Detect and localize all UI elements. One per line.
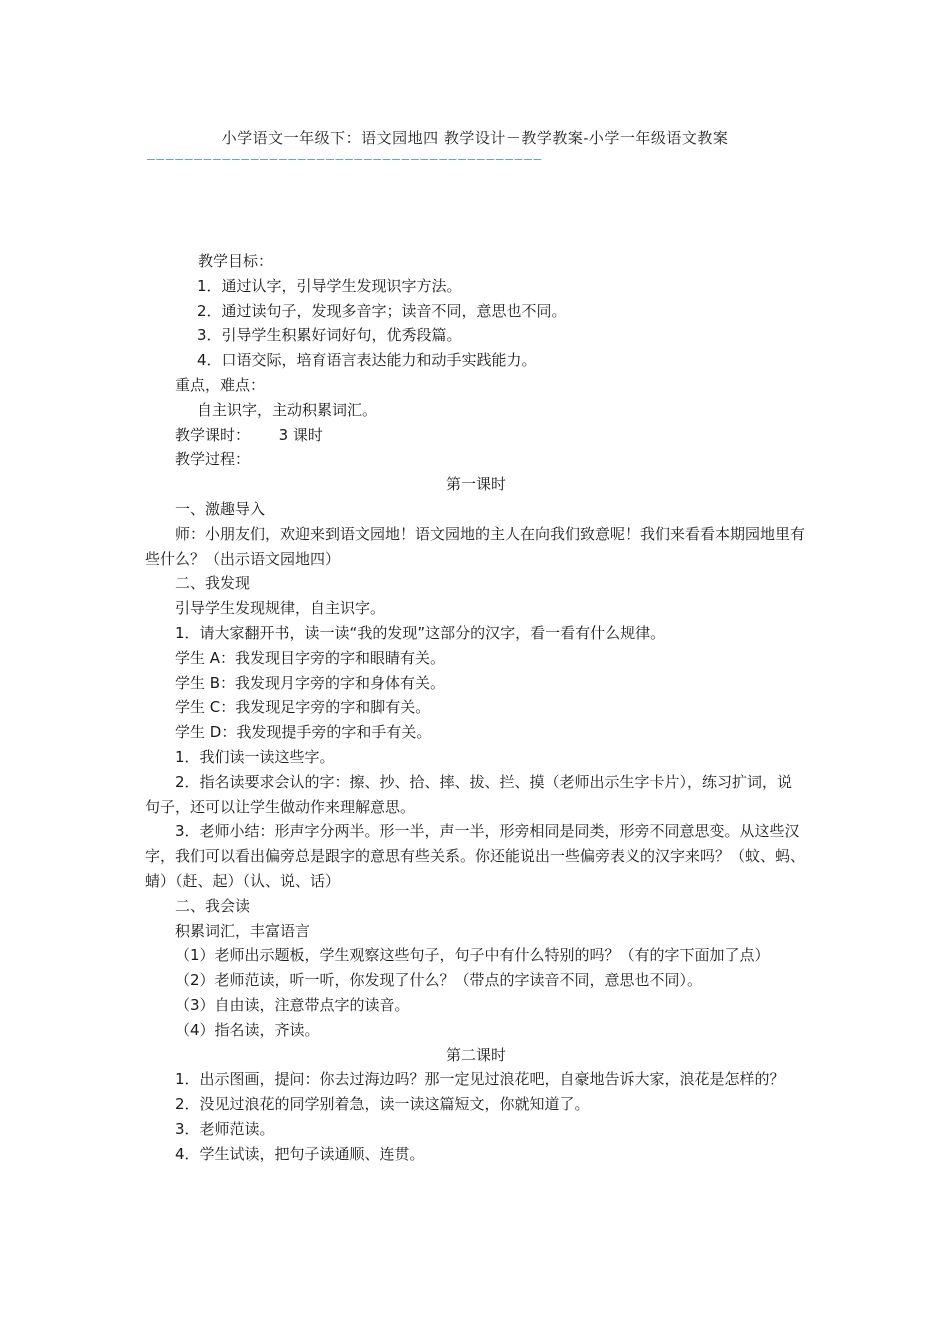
section-heading: 一、激趣导入 (175, 499, 266, 518)
paragraph: 积累词汇，丰富语言 (175, 921, 311, 940)
student-answer: 学生 C：我发现足字旁的字和脚有关。 (175, 698, 431, 717)
paragraph: 引导学生发现规律，自主识字。 (175, 599, 386, 618)
reading-item: （2）老师范读，听一听，你发现了什么？（带点的字读音不同，意思也不同）。 (175, 971, 703, 990)
student-answer: 学生 A：我发现目字旁的字和眼睛有关。 (175, 648, 446, 667)
reading-item: （4）指名读，齐读。 (175, 1020, 320, 1039)
objective-item: 2．通过读句子，发现多音字；读音不同，意思也不同。 (197, 301, 567, 320)
lesson2-title: 第二课时 (445, 1045, 506, 1064)
hours-label: 教学课时： (175, 425, 251, 444)
lesson1-title: 第一课时 (445, 475, 506, 494)
step-item: 1．出示图画，提问：你去过海边吗？那一定见过浪花吧，自豪地告诉大家，浪花是怎样的？ (175, 1070, 785, 1089)
process-heading: 教学过程： (175, 450, 251, 469)
teaching-hours (145, 423, 807, 448)
lesson-plan-body (145, 249, 807, 1166)
step-item: 4．学生试读，把句子读通顺、连贯。 (175, 1144, 425, 1163)
step-item: 2．指名读要求会认的字：擦、抄、拾、摔、拔、拦、摸（老师出示生字卡片），练习扩词，说句子，还可以让学生做动作来理解意思。 (145, 772, 793, 816)
step-item: 1．我们读一读这些字。 (175, 747, 335, 766)
reading-item: （3）自由读，注意带点字的读音。 (175, 995, 410, 1014)
step-item: 3．老师范读。 (175, 1119, 275, 1138)
objective-item: 3．引导学生积累好词好句，优秀段篇。 (197, 326, 462, 345)
section-heading: 二、我发现 (175, 574, 251, 593)
document-title: 小学语文一年级下：语文园地四 教学设计－教学教案-小学一年级语文教案 (221, 129, 729, 147)
paragraph: 师：小朋友们，欢迎来到语文园地！语文园地的主人在向我们致意呢！我们来看看本期园地里有些什么？（出示语文园地四） (145, 524, 806, 568)
reading-item: （1）老师出示题板，学生观察这些句子，句子中有什么特别的吗？（有的字下面加了点） (175, 946, 770, 965)
student-answer: 学生 B：我发现月字旁的字和身体有关。 (175, 673, 446, 692)
step-item: 2．没见过浪花的同学别着急，读一读这篇短文，你就知道了。 (175, 1095, 590, 1114)
focus-heading: 重点，难点： (175, 375, 266, 394)
title-divider: —————————————————————————————————————————— (147, 154, 543, 166)
objective-item: 1．通过认字，引导学生发现识字方法。 (197, 276, 462, 295)
hours-value: 3 课时 (278, 425, 323, 444)
objectives-heading: 教学目标： (198, 252, 274, 270)
focus-text: 自主识字，主动积累词汇。 (197, 400, 378, 419)
step-item: 3．老师小结：形声字分两半。形一半，声一半，形旁相同是同类，形旁不同意思变。从这些汉字，我们可以看出偏旁总是跟字的意思有些关系。你还能说出一些偏旁表义的汉字来吗？（蚊、蚂、蜻）（赶、起）（认、说、话） (145, 822, 806, 890)
section-heading: 二、我会读 (175, 896, 251, 915)
objective-item: 4．口语交际，培育语言表达能力和动手实践能力。 (197, 351, 537, 370)
student-answer: 学生 D：我发现提手旁的字和手有关。 (175, 723, 432, 742)
paragraph: 1．请大家翻开书，读一读“我的发现”这部分的汉字，看一看有什么规律。 (175, 623, 666, 642)
